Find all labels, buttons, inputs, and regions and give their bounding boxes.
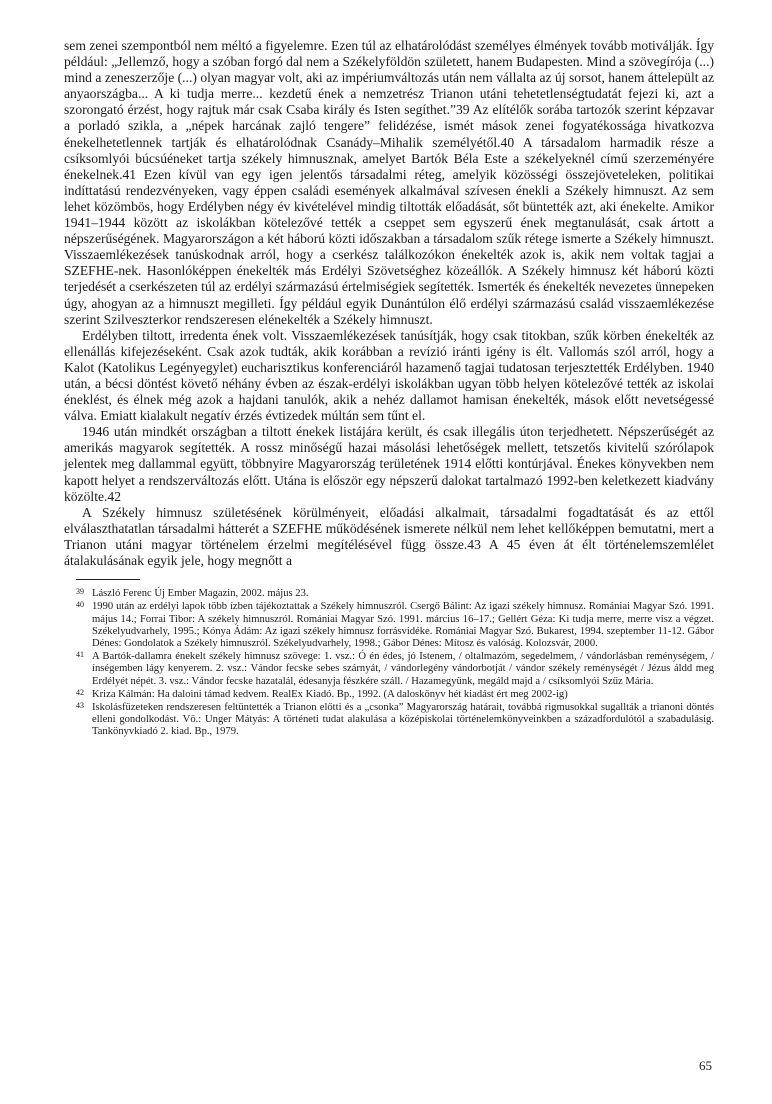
- body-text: [64, 38, 714, 569]
- footnote-number: 39: [76, 587, 84, 597]
- footnote-39: [76, 588, 714, 600]
- footnote-text: Kriza Kálmán: Ha daloini támad kedvem. RealEx Kiadó. Bp., 1992. (A daloskönyv hét kiadást ért meg 2002-ig): [92, 688, 568, 700]
- footnote-43: [76, 702, 714, 739]
- footnote-40: [76, 601, 714, 650]
- footnote-number: 41: [76, 650, 84, 660]
- paragraph-3: 1946 után mindkét országban a tiltott énekek listájára került, és csak illegális úton terjedhetett. Népszerűségét az amerikás magyarok segítették. A rossz minőségű hazai másolási lehetőségek mellett, tetszetős kivitelű szórólapok jelentek meg dallammal együtt, többnyire Magyarország területének 1914 előtti kontúrjával. Énekes könyvekben nem kapott helyet a rendszerváltozás előtt. Utána is először egy népszerű dalokat tartalmazó 1992-ben keletkezett kiadvány közölte.42: [64, 424, 714, 504]
- footnote-number: 40: [76, 600, 84, 610]
- footnote-divider: [76, 579, 140, 580]
- footnote-text: A Bartók-dallamra énekelt székely himnusz szövege: 1. vsz.: Ó én édes, jó Istenem, / oltalmazóm, segedelmem, / vándorlásban reménységem, / ínségemben lágy kenyerem. 2. vsz.: Vándor fecske sebes szárnyát, / vándorlegény vándorbotját / vándor székely reménységét / Jézus áldd meg Erdélyét népét. 3. vsz.: Vándor fecske hazatalál, édesanyja fészkére száll. / Hazamegyünk, megáld majd a / csíksomlyói Szűz Mária.: [92, 651, 714, 687]
- page-number: 65: [699, 1058, 712, 1073]
- footnote-number: 43: [76, 700, 84, 710]
- footnote-text: Iskolásfüzeteken rendszeresen feltüntették a Trianon előtti és a „csonka” Magyarország határait, továbbá rigmusokkal sugallták a trianoni döntés elleni gondolkodást. Vö.: Unger Mátyás: A történeti tudat alakulása a középiskolai történelemkönyveinkben a századfordulótól a szabadulásig. Tankönyvkiadó 2. kiad. Bp., 1979.: [92, 701, 714, 738]
- footnote-number: 42: [76, 687, 84, 697]
- footnotes: [64, 588, 714, 738]
- paragraph-4: A Székely himnusz születésének körülményeit, előadási alkalmait, társadalmi fogadtatását és az ettől elválaszthatatlan társadalmi hátterét a SZEFHE működésének ismerete nélkül nem lehet kellőképpen bemutatni, mert a Trianon utáni magyar történelem érzelmi megítélésével függ össze.43 A 45 éven át élt történelemszemlélet átalakulásának egyik jele, hogy megnőtt a: [64, 504, 714, 568]
- footnote-text: 1990 után az erdélyi lapok több ízben tájékoztattak a Székely himnuszról. Csergő Bálint: Az igazi székely himnusz. Romániai Magyar Szó. 1991. május 14.; Forrai Tibor: A székely himnuszról. Romániai Magyar Szó. 1991. március 16–17.; Gellért Géza: Ki tudja merre, merre visz a végzet. Székelyudvarhely, 1995.; Kónya Ádám: Az igazi székely himnusz forrásvidéke. Romániai Magyar Szó. Bukarest, 1994. szeptember 11-12. Gábor Dénes: Gondolatok a Székely himnuszról. Székelyudvarhely, 1998.; Gábor Dénes: Mítosz és valóság. Kolozsvár, 2000.: [92, 601, 714, 649]
- paragraph-1: sem zenei szempontból nem méltó a figyelemre. Ezen túl az elhatárolódást személyes élmények tovább motiválják. Így például: „Jellemző, hogy a szóban forgó dal nem a Székelyföldön született, hanem Budapesten. Mind a szövegírója (...) mind a zeneszerzője (...) olyan magyar volt, aki az impériumváltozás után nem vállalta az új sorsot, hanem áttelepült az anyaországba... A ki tudja merre... kezdetű ének a nemzetrész Trianon utáni tehetetlenségtudatát fejezi ki, azt a szorongató érzést, hogy rajtuk már csak Csaba király és Isten segíthet.”39 Az elítélők sorába tartozók szerint képzavar a porladó szikla, a „népek harcának zajló tengere” felidézése, ismét mások zenei fogyatékossága hivatkozva énekelhetetlennek tartják és elhatárolódnak Csanády–Mihalik személyétől.40 A társadalom harmadik része a csíksomlyói búcsúéneket tartja székely himnusznak, amelyet Bartók Béla Este a székelyeknél című szerzeményére énekelnek.41 Ezen kívül van egy igen jelentős társadalmi réteg, amelyik közösségi összejöveteleken, politikai indíttatású rendezvényeken, vagy éppen családi események alkalmával szívesen énekli a Székely himnuszt. Az sem lehet közömbös, hogy Erdélyben négy év kivételével mindig tiltották előadását, sőt büntették azt, aki énekelte. Amikor 1941–1944 között az iskolákban kötelezővé tették a cseppet sem egyszerű ének megtanulását, csak ártott a népszerűségének. Magyarországon a két háború közti időszakban a társadalom szűk rétege ismerte a Székely himnuszt. Visszaemlékezések tanúskodnak arról, hogy a cserkész találkozókon énekelték azok is, akik nem voltak tagjai a SZEFHE-nek. Hasonlóképpen énekelték más Erdélyi Szövetséghez közeállók. A Székely himnusz két háború közti terjedését a cserkészeten túl az erdélyi származású értelmiségiek segítették. Ismerték és énekelték nevezetes ünnepeken úgy, ahogyan az a himnuszt megilleti. Így például egyik Dunántúlon élő erdélyi származású család visszaemlékezése szerint Szilveszterkor rendszeresen elénekelték a Székely himnuszt.: [64, 38, 714, 327]
- paragraph-2: Erdélyben tiltott, irredenta ének volt. Visszaemlékezések tanúsítják, hogy csak titokban, szűk körben énekelték az ellenállás kifejezéseként. Csak azok tudták, akik korábban a revízió iránti igény is élt. Vallomás szól arról, hogy a Kalot (Katolikus Legényegylet) eucharisztikus konferenciáról hazamenő tagjai tudatosan terjesztették Erdélyben. 1940 után, a bécsi döntést követő néhány évben az észak-erdélyi iskolákban ugyan több helyen kötelezővé tették az iskolai éneklést, és élnek még azok a hajdani tanulók, akik a nehéz dallamot hamisan énekelték, mások előtt nevetségessé válva. Emiatt kialakult negatív érzés évtizedek múltán sem tűnt el.: [64, 327, 714, 424]
- footnote-42: [76, 689, 714, 701]
- footnote-41: [76, 651, 714, 688]
- footnote-text: László Ferenc Új Ember Magazin, 2002. május 23.: [92, 588, 309, 600]
